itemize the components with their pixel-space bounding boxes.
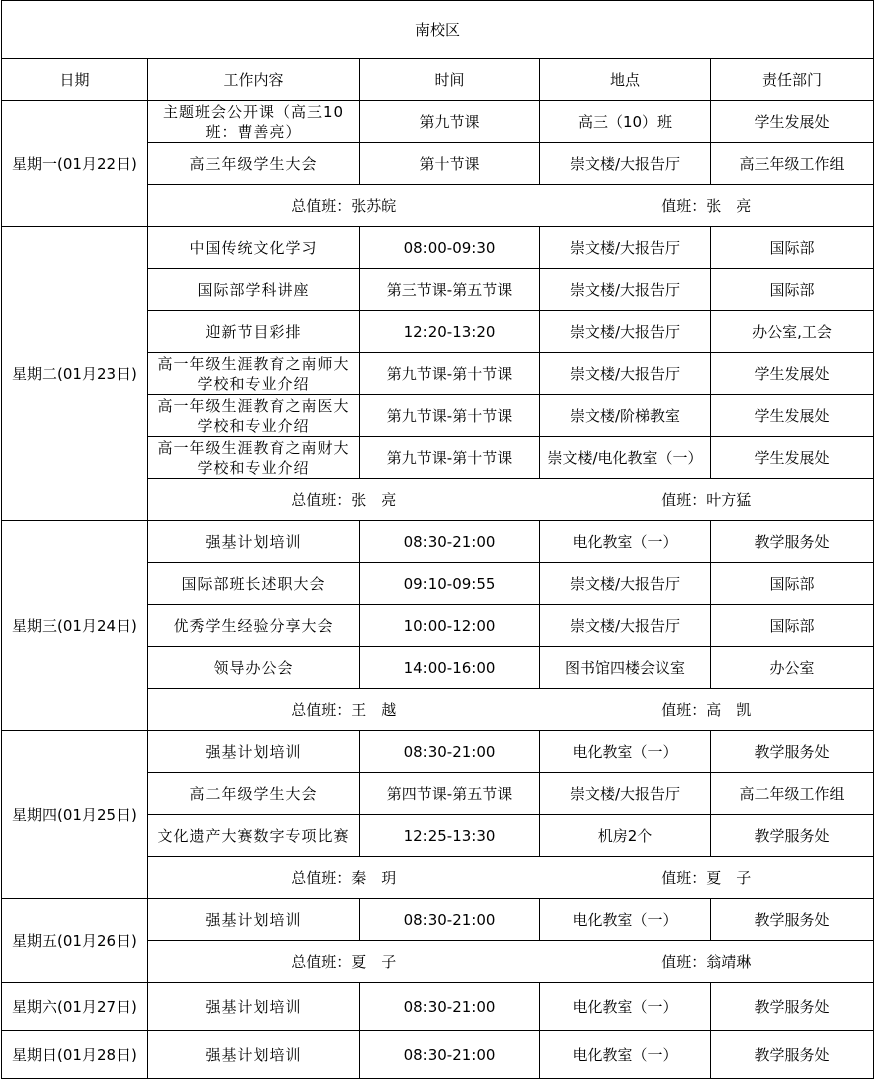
event-location: 崇文楼/大报告厅 bbox=[540, 227, 711, 269]
day-label: 星期一(01月22日) bbox=[2, 101, 148, 227]
event-content: 高二年级学生大会 bbox=[148, 773, 360, 815]
event-time: 第九节课-第十节课 bbox=[360, 395, 540, 437]
event-time: 08:30-21:00 bbox=[360, 1031, 540, 1079]
header-date: 日期 bbox=[2, 59, 148, 101]
event-department: 教学服务处 bbox=[711, 521, 874, 563]
chief-duty-name: 夏 子 bbox=[351, 952, 397, 971]
day-label: 星期三(01月24日) bbox=[2, 521, 148, 731]
duty-label: 值班： bbox=[661, 700, 707, 719]
event-department: 国际部 bbox=[711, 605, 874, 647]
event-content: 高一年级生涯教育之南医大学校和专业介绍 bbox=[148, 395, 360, 437]
event-time: 08:30-21:00 bbox=[360, 983, 540, 1031]
duty bbox=[540, 185, 874, 227]
event-time: 第九节课 bbox=[360, 101, 540, 143]
day-label: 星期四(01月25日) bbox=[2, 731, 148, 899]
event-time: 08:30-21:00 bbox=[360, 521, 540, 563]
duty-label: 值班： bbox=[661, 196, 707, 215]
header-content: 工作内容 bbox=[148, 59, 360, 101]
chief-duty-label: 总值班： bbox=[291, 196, 352, 215]
event-content: 高一年级生涯教育之南师大学校和专业介绍 bbox=[148, 353, 360, 395]
event-location: 高三（10）班 bbox=[540, 101, 711, 143]
event-department: 高二年级工作组 bbox=[711, 773, 874, 815]
day-label: 星期五(01月26日) bbox=[2, 899, 148, 983]
event-location: 崇文楼/大报告厅 bbox=[540, 143, 711, 185]
chief-duty-label: 总值班： bbox=[291, 868, 352, 887]
event-location: 崇文楼/大报告厅 bbox=[540, 605, 711, 647]
chief-duty bbox=[148, 479, 540, 521]
event-time: 08:30-21:00 bbox=[360, 899, 540, 941]
table-row bbox=[2, 101, 874, 143]
event-time: 第十节课 bbox=[360, 143, 540, 185]
event-time: 12:20-13:20 bbox=[360, 311, 540, 353]
event-content: 强基计划培训 bbox=[148, 899, 360, 941]
event-time: 08:30-21:00 bbox=[360, 731, 540, 773]
chief-duty bbox=[148, 689, 540, 731]
duty bbox=[540, 857, 874, 899]
chief-duty bbox=[148, 941, 540, 983]
event-time: 第九节课-第十节课 bbox=[360, 353, 540, 395]
event-department: 高三年级工作组 bbox=[711, 143, 874, 185]
event-location: 崇文楼/大报告厅 bbox=[540, 269, 711, 311]
event-location: 崇文楼/大报告厅 bbox=[540, 311, 711, 353]
header-location: 地点 bbox=[540, 59, 711, 101]
event-content: 国际部班长述职大会 bbox=[148, 563, 360, 605]
duty bbox=[540, 479, 874, 521]
chief-duty bbox=[148, 857, 540, 899]
chief-duty-name: 张 亮 bbox=[351, 490, 397, 509]
table-row bbox=[2, 521, 874, 563]
header-row bbox=[2, 59, 874, 101]
event-department: 国际部 bbox=[711, 269, 874, 311]
event-location: 机房2个 bbox=[540, 815, 711, 857]
table-row bbox=[2, 227, 874, 269]
event-content: 强基计划培训 bbox=[148, 521, 360, 563]
event-department: 学生发展处 bbox=[711, 353, 874, 395]
chief-duty bbox=[148, 185, 540, 227]
chief-duty-label: 总值班： bbox=[291, 700, 352, 719]
event-time: 09:10-09:55 bbox=[360, 563, 540, 605]
event-content: 国际部学科讲座 bbox=[148, 269, 360, 311]
event-location: 崇文楼/大报告厅 bbox=[540, 563, 711, 605]
duty-name: 叶方猛 bbox=[706, 490, 752, 509]
duty-label: 值班： bbox=[661, 490, 707, 509]
event-department: 办公室 bbox=[711, 647, 874, 689]
table-row bbox=[2, 983, 874, 1031]
day-label: 星期二(01月23日) bbox=[2, 227, 148, 521]
event-location: 电化教室（一） bbox=[540, 521, 711, 563]
page-title: 南校区 bbox=[2, 1, 874, 59]
day-label: 星期日(01月28日) bbox=[2, 1031, 148, 1079]
event-content: 强基计划培训 bbox=[148, 731, 360, 773]
duty bbox=[540, 689, 874, 731]
duty bbox=[540, 941, 874, 983]
event-department: 教学服务处 bbox=[711, 815, 874, 857]
event-department: 学生发展处 bbox=[711, 437, 874, 479]
event-department: 办公室,工会 bbox=[711, 311, 874, 353]
table-row bbox=[2, 731, 874, 773]
event-location: 崇文楼/阶梯教室 bbox=[540, 395, 711, 437]
event-department: 教学服务处 bbox=[711, 731, 874, 773]
event-department: 教学服务处 bbox=[711, 1031, 874, 1079]
event-time: 第三节课-第五节课 bbox=[360, 269, 540, 311]
event-location: 电化教室（一） bbox=[540, 1031, 711, 1079]
event-content: 文化遗产大赛数字专项比赛 bbox=[148, 815, 360, 857]
duty-name: 夏 子 bbox=[706, 868, 752, 887]
schedule-table bbox=[1, 0, 874, 1079]
duty-name: 翁靖琳 bbox=[706, 952, 752, 971]
chief-duty-label: 总值班： bbox=[291, 490, 352, 509]
event-time: 14:00-16:00 bbox=[360, 647, 540, 689]
table-row bbox=[2, 1031, 874, 1079]
event-content: 主题班会公开课（高三10班：曹善亮） bbox=[148, 101, 360, 143]
table-row bbox=[2, 899, 874, 941]
event-department: 学生发展处 bbox=[711, 101, 874, 143]
event-department: 教学服务处 bbox=[711, 899, 874, 941]
chief-duty-label: 总值班： bbox=[291, 952, 352, 971]
schedule-sheet bbox=[1, 0, 874, 1079]
event-location: 电化教室（一） bbox=[540, 983, 711, 1031]
event-content: 迎新节目彩排 bbox=[148, 311, 360, 353]
event-location: 崇文楼/大报告厅 bbox=[540, 353, 711, 395]
chief-duty-name: 秦 玥 bbox=[351, 868, 397, 887]
event-content: 强基计划培训 bbox=[148, 1031, 360, 1079]
event-department: 国际部 bbox=[711, 227, 874, 269]
event-time: 10:00-12:00 bbox=[360, 605, 540, 647]
event-content: 领导办公会 bbox=[148, 647, 360, 689]
event-content: 优秀学生经验分享大会 bbox=[148, 605, 360, 647]
duty-label: 值班： bbox=[661, 868, 707, 887]
duty-name: 高 凯 bbox=[706, 700, 752, 719]
event-time: 08:00-09:30 bbox=[360, 227, 540, 269]
header-department: 责任部门 bbox=[711, 59, 874, 101]
event-content: 高三年级学生大会 bbox=[148, 143, 360, 185]
title-row bbox=[2, 1, 874, 59]
duty-label: 值班： bbox=[661, 952, 707, 971]
event-time: 第九节课-第十节课 bbox=[360, 437, 540, 479]
event-content: 高一年级生涯教育之南财大学校和专业介绍 bbox=[148, 437, 360, 479]
event-location: 电化教室（一） bbox=[540, 899, 711, 941]
event-department: 教学服务处 bbox=[711, 983, 874, 1031]
event-time: 12:25-13:30 bbox=[360, 815, 540, 857]
event-time: 第四节课-第五节课 bbox=[360, 773, 540, 815]
header-time: 时间 bbox=[360, 59, 540, 101]
duty-name: 张 亮 bbox=[706, 196, 752, 215]
event-location: 崇文楼/大报告厅 bbox=[540, 773, 711, 815]
event-department: 学生发展处 bbox=[711, 395, 874, 437]
event-content: 强基计划培训 bbox=[148, 983, 360, 1031]
event-department: 国际部 bbox=[711, 563, 874, 605]
event-location: 图书馆四楼会议室 bbox=[540, 647, 711, 689]
event-content: 中国传统文化学习 bbox=[148, 227, 360, 269]
event-location: 崇文楼/电化教室（一） bbox=[540, 437, 711, 479]
chief-duty-name: 张苏皖 bbox=[351, 196, 397, 215]
day-label: 星期六(01月27日) bbox=[2, 983, 148, 1031]
chief-duty-name: 王 越 bbox=[351, 700, 397, 719]
event-location: 电化教室（一） bbox=[540, 731, 711, 773]
